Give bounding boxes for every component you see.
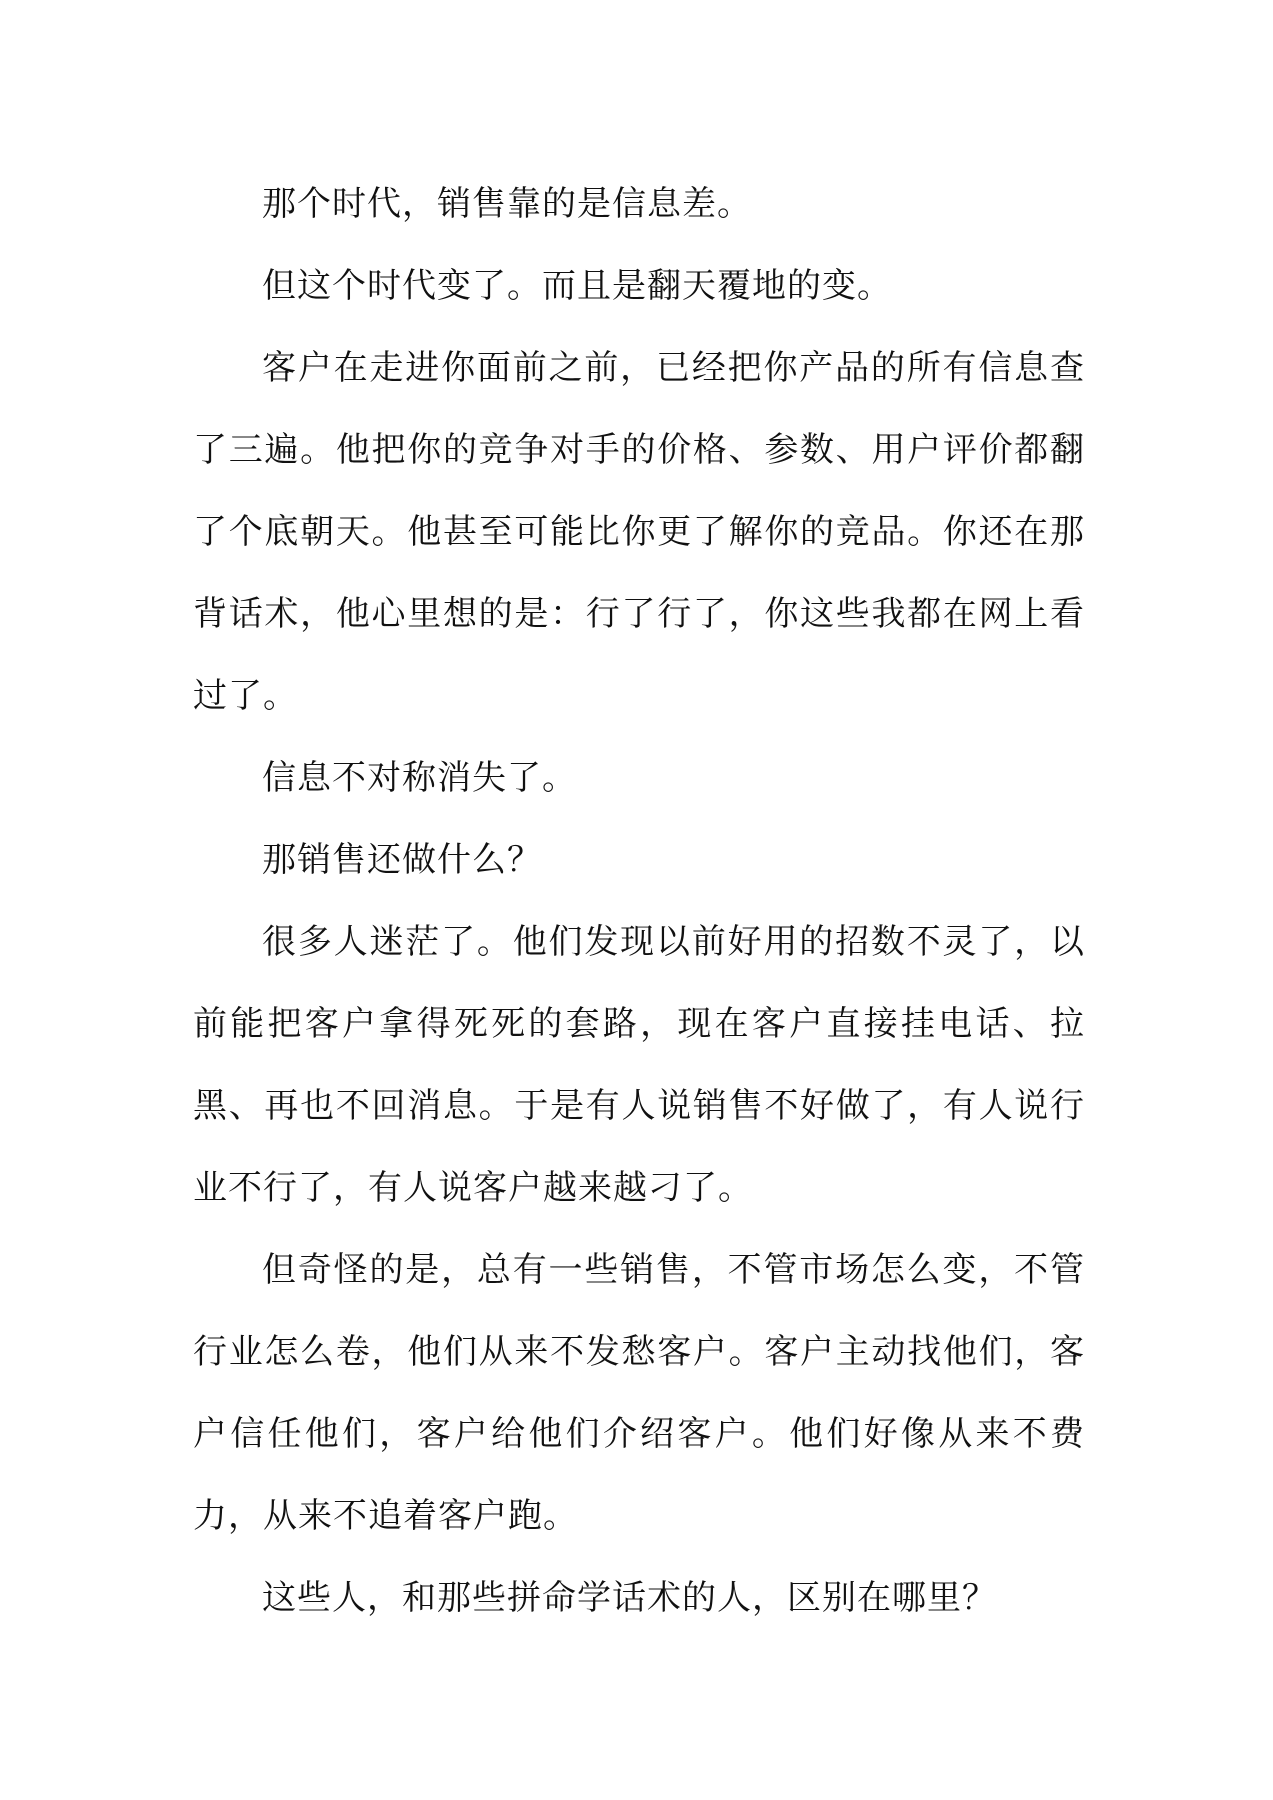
- paragraph: 那个时代，销售靠的是信息差。: [262, 184, 752, 224]
- paragraph: 那销售还做什么？: [262, 840, 542, 880]
- paragraph: 但这个时代变了。而且是翻天覆地的变。: [262, 266, 892, 306]
- document-body: [193, 163, 1085, 1639]
- paragraph: 信息不对称消失了。: [262, 758, 577, 798]
- paragraph: 客户在走进你面前之前，已经把你产品的所有信息查了三遍。他把你的竞争对手的价格、参数、用户评价都翻了个底朝天。他甚至可能比你更了解你的竞品。你还在那背话术，他心里想的是：行了行了，你这些我都在网上看过了。: [193, 348, 1085, 716]
- paragraph: 很多人迷茫了。他们发现以前好用的招数不灵了，以前能把客户拿得死死的套路，现在客户直接挂电话、拉黑、再也不回消息。于是有人说销售不好做了，有人说行业不行了，有人说客户越来越刁了。: [193, 922, 1085, 1208]
- paragraph: 这些人，和那些拼命学话术的人，区别在哪里？: [262, 1578, 997, 1618]
- paragraph: 但奇怪的是，总有一些销售，不管市场怎么变，不管行业怎么卷，他们从来不发愁客户。客户主动找他们，客户信任他们，客户给他们介绍客户。他们好像从来不费力，从来不追着客户跑。: [193, 1250, 1085, 1536]
